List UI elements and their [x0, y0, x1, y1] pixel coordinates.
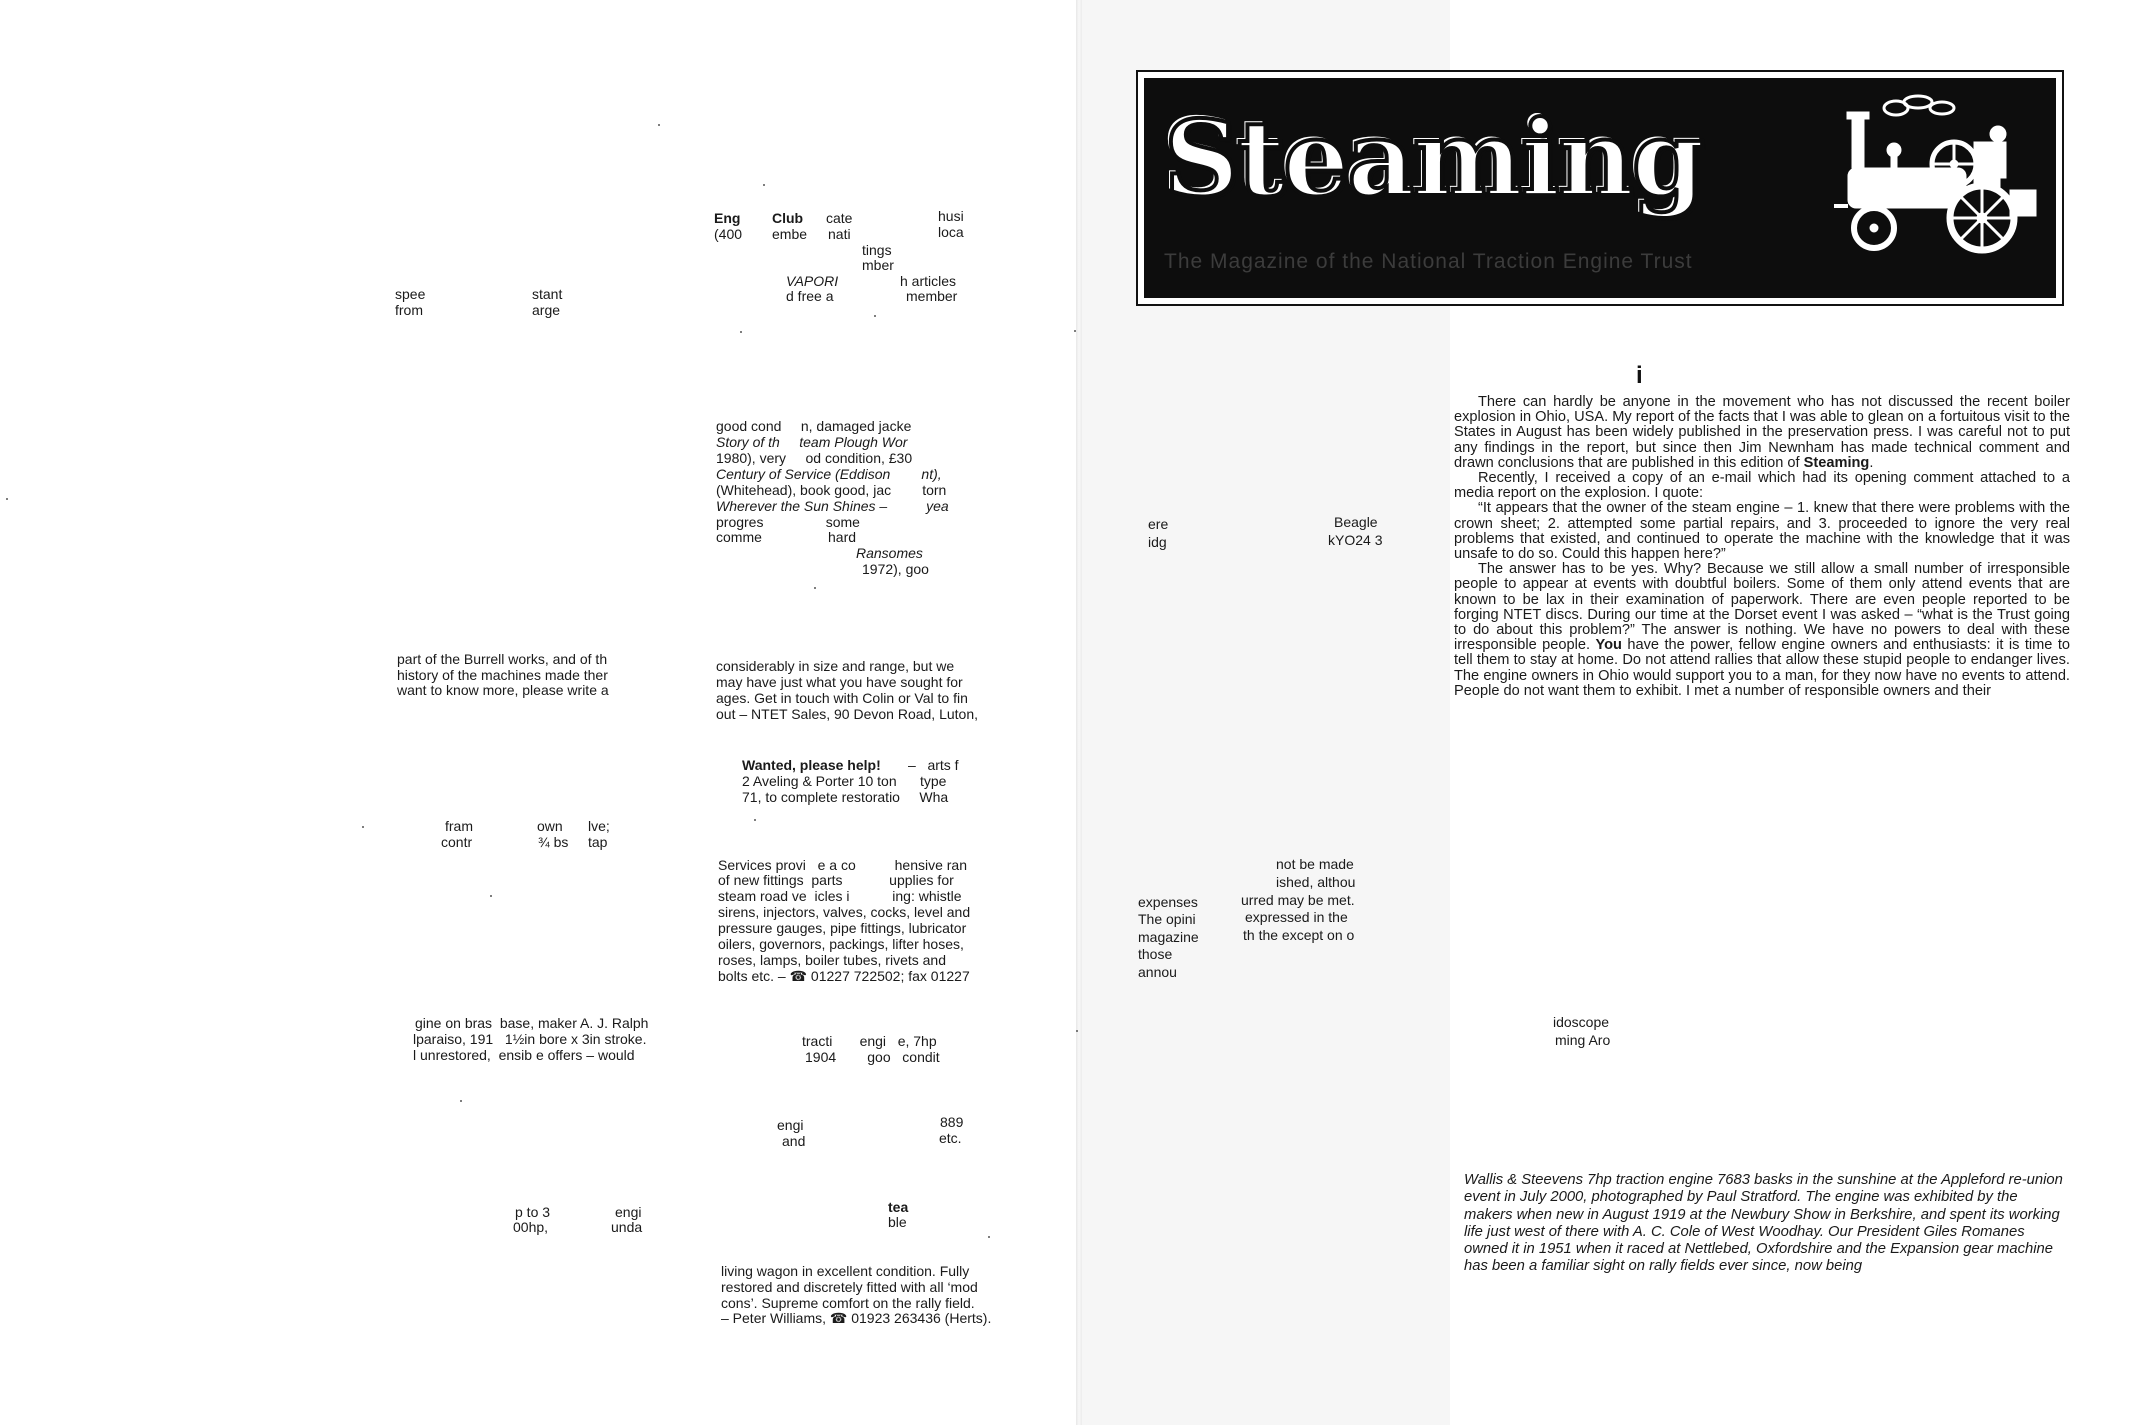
speck: [460, 1100, 462, 1102]
classified-text-fragment: 1972), goo: [862, 561, 929, 577]
classified-text-fragment: considerably in size and range, but we: [716, 658, 955, 674]
classified-text-fragment: VAPORI: [786, 273, 839, 289]
classified-text-fragment: 1980), very od condition, £30: [716, 450, 913, 466]
classified-text-fragment: out – NTET Sales, 90 Devon Road, Luton,: [716, 706, 979, 722]
classified-text-fragment: own: [537, 818, 563, 834]
photo-caption: Wallis & Steevens 7hp traction engine 7683 basks in the sunshine at the Appleford re-union event in July 2000, photographed by Paul Stratford. The engine was exhibited by the makers when new in August 1919 at the Newbury Show in Berkshire, and spent its working life just west of there with A. C. Cole of West Woodhay. Our President Giles Romanes owned it in 1951 when it raced at Nettlebed, Oxfordshire and the Expansion gear machine has been a familiar sight on rally fields ever since, now being: [1464, 1172, 2063, 1275]
notice-text-fragment: idoscope: [1553, 1014, 1610, 1030]
classified-text-fragment: history of the machines made ther: [397, 667, 608, 683]
classified-text-fragment: 889: [940, 1114, 964, 1130]
classified-text-fragment: Wherever the Sun Shines – yea: [716, 498, 949, 514]
article-paragraph: There can hardly be anyone in the movement who has not discussed the recent boiler explosion in Ohio, USA. My report of the facts that I was able to glean on a fortuitous visit to the States in August has been widely published in the preservation press. I was careful not to put any findings in the report, but since then Jim Newnham has made technical comment and drawn conclusions that are published in this edition of Steaming.: [1454, 394, 2070, 471]
classified-text-fragment: 1904 goo condit: [805, 1049, 940, 1065]
classified-text-fragment: Story of th team Plough Wor: [716, 434, 908, 450]
masthead: [1136, 70, 2064, 306]
classified-text-fragment: member: [906, 288, 958, 304]
classified-text-fragment: embe: [772, 226, 808, 242]
speck: [490, 895, 492, 897]
notice-text-fragment: magazine: [1138, 929, 1199, 945]
classified-text-fragment: arge: [532, 302, 561, 318]
page-gutter: [1076, 0, 1082, 1425]
classified-text-fragment: of new fittings parts upplies for: [718, 872, 954, 888]
classified-text-fragment: pressure gauges, pipe fittings, lubricator: [718, 920, 967, 936]
classified-text-fragment: ages. Get in touch with Colin or Val to fin: [716, 690, 968, 706]
speck: [1076, 1030, 1078, 1032]
steaming-logo: Steaming: [1164, 97, 1703, 220]
classified-text-fragment: roses, lamps, boiler tubes, rivets and: [718, 952, 946, 968]
classified-text-fragment: (400: [714, 226, 743, 242]
notice-text-fragment: kYO24 3: [1328, 532, 1383, 548]
classified-text-fragment: living wagon in excellent condition. Fully: [721, 1263, 970, 1279]
classified-text-fragment: engi: [777, 1117, 804, 1133]
speck: [763, 184, 765, 186]
speck: [658, 124, 660, 126]
notice-text-fragment: those: [1138, 946, 1173, 962]
classified-text-fragment: cate: [826, 210, 853, 226]
classified-text-fragment: l unrestored, ensib e offers – would: [413, 1047, 635, 1063]
classified-text-fragment: comme hard: [716, 529, 857, 545]
classified-text-fragment: mber: [862, 257, 894, 273]
speck: [754, 819, 756, 821]
speck: [814, 587, 816, 589]
classified-text-fragment: fram: [445, 818, 473, 834]
classified-text-fragment: h articles: [900, 273, 957, 289]
classified-text-fragment: Wanted, please help!: [742, 757, 881, 773]
notice-text-fragment: not be made: [1276, 856, 1354, 872]
classified-text-fragment: husi: [938, 208, 964, 224]
classified-text-fragment: tracti engi e, 7hp: [802, 1033, 937, 1049]
notice-text-fragment: ished, althou: [1276, 874, 1356, 890]
classified-text-fragment: tings: [862, 242, 892, 258]
classified-text-fragment: gine on bras base, maker A. J. Ralph: [415, 1015, 649, 1031]
classified-text-fragment: 71, to complete restoratio Wha: [742, 789, 949, 805]
classified-text-fragment: tea: [888, 1199, 909, 1215]
masthead-tagline: The Magazine of the National Traction Engine Trust: [1164, 250, 1693, 273]
article-paragraph: Recently, I received a copy of an e-mail which had its opening comment attached to a media report on the explosion. I quote:: [1454, 470, 2070, 502]
classified-text-fragment: want to know more, please write a: [397, 682, 609, 698]
article-paragraph: “It appears that the owner of the steam engine – 1. knew that there were problems with the crown sheet; 2. attempted some partial repairs, and 3. proceeded to ignore the very real problems that existed, and continued to operate the machine with the knowledge that it was unsafe to do so. Could this happen here?”: [1454, 500, 2070, 563]
classified-text-fragment: and: [782, 1133, 806, 1149]
classified-text-fragment: steam road ve icles i ing: whistle: [718, 888, 962, 904]
classified-text-fragment: may have just what you have sought for: [716, 674, 963, 690]
classified-text-fragment: stant: [532, 286, 563, 302]
notice-text-fragment: expressed in the: [1245, 909, 1348, 925]
classified-text-fragment: Services provi e a co hensive ran: [718, 857, 967, 873]
notice-text-fragment: th the except on o: [1243, 927, 1355, 943]
article-paragraph: The answer has to be yes. Why? Because we still allow a small number of irresponsible people to appear at events with doubtful boilers. Some of them only attend events that are known to be lax in their examination of paperwork. There are even people reported to be forging NTET discs. During our time at the Dorset event I was asked – “what is the Trust going to do about this problem?” The answer is nothing. We have no powers to deal with these irresponsible people. You have the power, fellow engine owners and enthusiasts: it is time to tell them to stay at home. Do not attend rallies that allow these stupid people to endanger lives. The engine owners in Ohio would support you to a man, for they now have no events to attend. People do not want them to exhibit. I met a number of responsible owners and their: [1454, 561, 2070, 699]
classified-text-fragment: – Peter Williams, ☎ 01923 263436 (Herts).: [721, 1310, 992, 1326]
classified-text-fragment: progres some: [716, 514, 860, 530]
classified-text-fragment: nati: [828, 226, 851, 242]
classified-text-fragment: lparaiso, 191 1½in bore x 3in stroke.: [413, 1031, 647, 1047]
editorial-drop-cap: i: [1636, 362, 1643, 389]
classified-text-fragment: (Whitehead), book good, jac torn: [716, 482, 947, 498]
classified-text-fragment: 2 Aveling & Porter 10 ton type: [742, 773, 947, 789]
notice-text-fragment: Beagle: [1334, 514, 1378, 530]
notice-text-fragment: annou: [1138, 964, 1177, 980]
speck: [6, 498, 8, 500]
notice-text-fragment: expenses: [1138, 894, 1198, 910]
speck: [740, 331, 742, 333]
masthead-panel: [1144, 78, 2056, 298]
editorial-article: [1454, 395, 2070, 699]
notice-text-fragment: The opini: [1138, 911, 1196, 927]
notice-text-fragment: ere: [1148, 516, 1169, 532]
speck: [362, 826, 364, 828]
notice-text-fragment: idg: [1148, 534, 1167, 550]
classified-text-fragment: sirens, injectors, valves, cocks, level and: [718, 904, 971, 920]
classified-text-fragment: p to 3: [515, 1204, 551, 1220]
classified-text-fragment: tap: [588, 834, 608, 850]
speck: [1074, 330, 1076, 332]
classified-text-fragment: – arts f: [908, 757, 959, 773]
classified-text-fragment: Club: [772, 210, 804, 226]
classified-text-fragment: from: [395, 302, 423, 318]
classified-text-fragment: bolts etc. – ☎ 01227 722502; fax 01227: [718, 968, 970, 984]
classified-text-fragment: Ransomes: [856, 545, 923, 561]
classified-text-fragment: oilers, governors, packings, lifter hoses,: [718, 936, 964, 952]
notice-text-fragment: ming Aro: [1555, 1032, 1611, 1048]
classified-text-fragment: Century of Service (Eddison nt),: [716, 466, 942, 482]
classified-text-fragment: good cond n, damaged jacke: [716, 418, 912, 434]
notice-text-fragment: urred may be met.: [1241, 892, 1355, 908]
classified-text-fragment: ble: [888, 1214, 907, 1230]
classified-text-fragment: loca: [938, 224, 964, 240]
speck: [874, 315, 876, 317]
classified-text-fragment: Eng: [714, 210, 741, 226]
classified-text-fragment: 00hp,: [513, 1219, 549, 1235]
classified-text-fragment: contr: [441, 834, 473, 850]
classified-text-fragment: part of the Burrell works, and of th: [397, 651, 608, 667]
classified-text-fragment: cons’. Supreme comfort on the rally field.: [721, 1295, 975, 1311]
classified-text-fragment: restored and discretely fitted with all ‘mod: [721, 1279, 978, 1295]
classified-text-fragment: d free a: [786, 288, 834, 304]
classified-text-fragment: unda: [611, 1219, 643, 1235]
speck: [988, 1236, 990, 1238]
classified-text-fragment: lve;: [588, 818, 610, 834]
classified-text-fragment: ¾ bs: [538, 834, 569, 850]
traction-engine-icon: [1834, 94, 2044, 254]
classified-text-fragment: engi: [615, 1204, 642, 1220]
classified-text-fragment: spee: [395, 286, 426, 302]
classified-text-fragment: etc.: [939, 1130, 962, 1146]
